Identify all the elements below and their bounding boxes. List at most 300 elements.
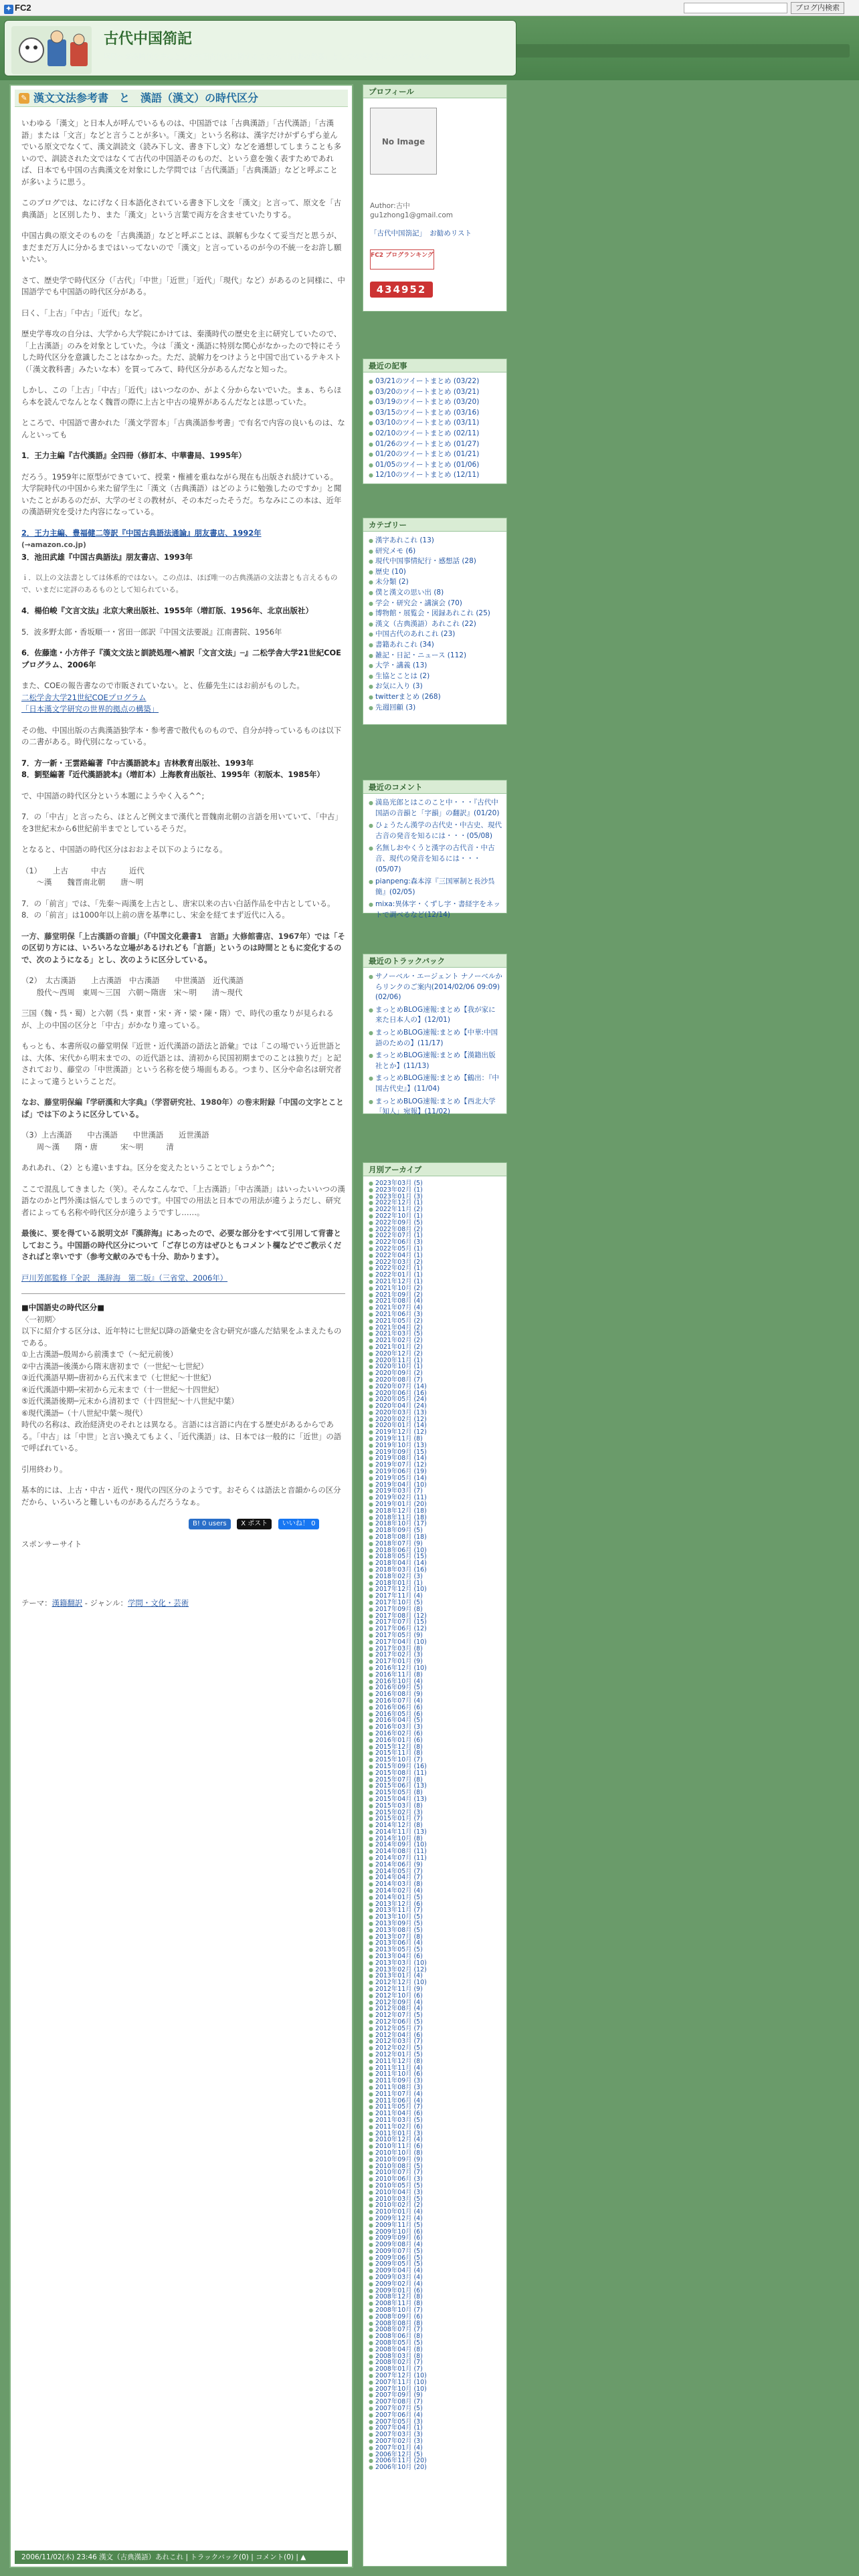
archive-month-link[interactable]: ● 2019年09月 (15) [369, 1449, 502, 1456]
share-buttons [189, 1517, 345, 1529]
archive-month-link[interactable]: ● 2013年01月 (4) [369, 1973, 502, 1979]
archive-month-link[interactable]: ● 2018年12月 (18) [369, 1508, 502, 1515]
archive-month-link[interactable]: ● 2012年10月 (6) [369, 1993, 502, 2000]
archive-month-link[interactable]: ● 2006年12月 (5) [369, 2452, 502, 2458]
recent-entry-link[interactable]: ● 01/26のツイートまとめ (01/27) [369, 439, 502, 450]
recent-comments-list [363, 794, 506, 927]
archive-month-link[interactable]: ● 2014年08月 (11) [369, 1848, 502, 1855]
archive-month-link[interactable]: ● 2015年09月 (16) [369, 1763, 502, 1770]
recent-entry-link[interactable]: ● 02/10のツイートまとめ (02/11) [369, 429, 502, 439]
archive-month-link[interactable]: ● 2007年07月 (5) [369, 2405, 502, 2412]
entry-paragraph: しかし、この「上古」「中古」「近代」はいつなのか、がよく分からないでいた。まぁ、ちらほら本を読んでなんとなく魏晋の際に上古と中古の境界があるんだなとは思っていた。 [21, 385, 342, 407]
recent-trackback-link[interactable]: ● まっとめBLOG速報:まとめ【鶴出：『中国古代史』】(11/04) [369, 1073, 502, 1094]
entry-paragraph: あれあれ、（2）とも違いますね。区分を変えたということでしょうか^^; [21, 1163, 275, 1172]
archive-month-link[interactable]: ● 2019年08月 (14) [369, 1455, 502, 1462]
period-list [21, 1302, 345, 1455]
category-link[interactable]: ● 書籍あれこれ (34) [369, 640, 502, 651]
archive-month-link[interactable]: ● 2013年06月 (4) [369, 1940, 502, 1947]
archive-month-link[interactable]: ● 2022年10月 (1) [369, 1213, 502, 1220]
recent-entry-link[interactable]: ● 03/15のツイートまとめ (03/16) [369, 408, 502, 419]
archive-month-link[interactable]: ● 2022年09月 (5) [369, 1220, 502, 1226]
archive-month-link[interactable]: ● 2020年12月 (2) [369, 1351, 502, 1358]
archive-month-link[interactable]: ● 2022年08月 (2) [369, 1226, 502, 1233]
archive-month-link[interactable]: ● 2017年09月 (8) [369, 1606, 502, 1613]
archive-month-link[interactable]: ● 2019年05月 (14) [369, 1475, 502, 1482]
archive-month-link[interactable]: ● 2014年11月 (13) [369, 1829, 502, 1836]
recent-entry-link[interactable]: ● 01/05のツイートまとめ (01/06) [369, 460, 502, 471]
archive-month-link[interactable]: ● 2011年08月 (3) [369, 2084, 502, 2091]
archive-month-link[interactable]: ● 2012年09月 (4) [369, 2000, 502, 2006]
archive-month-link[interactable]: ● 2007年11月 (10) [369, 2379, 502, 2386]
category-link[interactable]: ● 生協とことは (2) [369, 671, 502, 682]
archive-month-link[interactable]: ● 2013年11月 (7) [369, 1907, 502, 1914]
recent-comment-link[interactable]: ● 名無しおやくうと漢字の古代音・中古音、現代の発音を知るには・・・(05/07) [369, 843, 502, 875]
archive-month-link[interactable]: ● 2014年05月 (7) [369, 1868, 502, 1875]
recent-comments-box [363, 780, 507, 919]
entry-paragraph: ｉ．以上の文法書としては体系的ではない。この点は、ほぼ唯一の古典漢語の文法書とも言えるもので、いまだに定評のあるものとして知られている。 [21, 574, 338, 594]
archive-month-link[interactable]: ● 2011年09月 (3) [369, 2078, 502, 2084]
archive-month-link[interactable]: ● 2011年02月 (6) [369, 2124, 502, 2131]
archive-month-link[interactable]: ● 2015年10月 (7) [369, 1757, 502, 1763]
category-link[interactable]: ● 先週回顧 (3) [369, 703, 502, 714]
genre-link[interactable]: 学問・文化・芸術 [127, 1598, 189, 1608]
recent-entry-link[interactable]: ● 03/20のツイートまとめ (03/21) [369, 387, 502, 398]
category-link[interactable]: ● 漢文（古典漢語）あれこれ (22) [369, 619, 502, 630]
archive-month-link[interactable]: ● 2018年07月 (9) [369, 1541, 502, 1547]
archive-month-link[interactable]: ● 2019年04月 (10) [369, 1482, 502, 1489]
archive-month-link[interactable]: ● 2008年08月 (8) [369, 2321, 502, 2327]
archive-month-link[interactable]: ● 2008年04月 (8) [369, 2347, 502, 2353]
archive-month-link[interactable]: ● 2014年01月 (5) [369, 1895, 502, 1901]
archive-month-link[interactable]: ● 2008年06月 (8) [369, 2333, 502, 2340]
archive-month-link[interactable]: ● 2016年05月 (6) [369, 1711, 502, 1718]
category-link[interactable]: ● 雑記・日記・ニュース (112) [369, 651, 502, 661]
category-link[interactable]: ● 未分類 (2) [369, 577, 502, 588]
archive-month-link[interactable]: ● 2016年12月 (10) [369, 1665, 502, 1672]
archive-month-link[interactable]: ● 2013年02月 (12) [369, 1967, 502, 1973]
archive-month-link[interactable]: ● 2014年02月 (4) [369, 1888, 502, 1895]
archive-month-link[interactable]: ● 2016年02月 (6) [369, 1731, 502, 1737]
archive-month-link[interactable]: ● 2015年12月 (8) [369, 1744, 502, 1751]
entry-paragraph: ここで混乱してきました（笑）。そんなこんなで、「上古漢語」「中古漢語」はいったいいつの漢語なのかと門外漢は悩んでしまうのです。中国での用法と日本での用法が違うようだし、研究者によっても名称や時代区分が違うようですし……。 [21, 1184, 345, 1217]
archive-month-link[interactable]: ● 2015年01月 (7) [369, 1816, 502, 1822]
archive-month-link[interactable]: ● 2022年05月 (1) [369, 1246, 502, 1253]
fc2-logo[interactable]: ✦ FC2 [4, 3, 31, 14]
archive-month-link[interactable]: ● 2018年05月 (15) [369, 1553, 502, 1560]
recent-entries-list [363, 372, 506, 485]
archive-month-link[interactable]: ● 2021年09月 (2) [369, 1292, 502, 1299]
archive-month-link[interactable]: ● 2023年01月 (3) [369, 1194, 502, 1200]
fc2-toolbar [0, 0, 859, 16]
archive-month-link[interactable]: ● 2010年09月 (9) [369, 2157, 502, 2163]
archive-month-link[interactable]: ● 2014年07月 (11) [369, 1855, 502, 1862]
book-link[interactable]: 戸川芳郎監修『全訳 漢辞海 第二版』（三省堂、2006年） [21, 1273, 228, 1283]
archive-month-link[interactable]: ● 2012年02月 (5) [369, 2045, 502, 2052]
archive-month-link[interactable]: ● 2007年06月 (4) [369, 2412, 502, 2419]
archive-month-link[interactable]: ● 2012年05月 (7) [369, 2026, 502, 2032]
archive-month-link[interactable]: ● 2009年08月 (4) [369, 2242, 502, 2248]
amazon-note: (→amazon.co.jp) [21, 541, 86, 549]
archive-month-link[interactable]: ● 2011年01月 (3) [369, 2131, 502, 2137]
archive-month-link[interactable]: ● 2021年03月 (5) [369, 1331, 502, 1337]
archive-month-link[interactable]: ● 2020年08月 (7) [369, 1377, 502, 1384]
archive-month-link[interactable]: ● 2010年07月 (7) [369, 2169, 502, 2176]
archive-month-link[interactable]: ● 2011年10月 (6) [369, 2071, 502, 2078]
entry-paragraph: もっとも、本書所収の藤堂明保『近世・近代漢語の語法と語彙』では「この場でいう近世語とは、大体、宋代から明末までの、の近代語とは、清初から民国初期までのことは独りだ」と記されており、藤堂の「中世漢語」という名称を使う場面もある。つまり、区分や命名は研究者によって違うということだ。 [21, 1041, 342, 1086]
archive-month-link[interactable]: ● 2009年03月 (4) [369, 2274, 502, 2281]
categories-heading: カテゴリー [363, 518, 506, 532]
archive-month-link[interactable]: ● 2020年06月 (16) [369, 1390, 502, 1397]
archive-month-link[interactable]: ● 2019年06月 (19) [369, 1469, 502, 1475]
archive-month-link[interactable]: ● 2019年10月 (13) [369, 1442, 502, 1449]
archive-month-link[interactable]: ● 2007年02月 (3) [369, 2438, 502, 2445]
categories-list [363, 532, 506, 717]
archive-month-link[interactable]: ● 2009年12月 (4) [369, 2216, 502, 2222]
archive-month-link[interactable]: ● 2016年06月 (6) [369, 1705, 502, 1711]
category-link[interactable]: ● 僕と漢文の思い出 (8) [369, 588, 502, 599]
archive-month-link[interactable]: ● 2021年05月 (2) [369, 1318, 502, 1325]
archive-month-link[interactable]: ● 2021年10月 (2) [369, 1285, 502, 1292]
coe-link-2[interactable]: 「日本漢文学研究の世界的拠点の構築」 [21, 704, 159, 714]
archive-month-link[interactable]: ● 2019年03月 (7) [369, 1488, 502, 1495]
entry-paragraph: なお、藤堂明保編『学研漢和大字典』（学習研究社、1980年）の巻末附録「中国の文字とことば」では下のように区分している。 [21, 1097, 344, 1119]
archive-month-link[interactable]: ● 2010年01月 (4) [369, 2209, 502, 2216]
category-link[interactable]: ● 中国古代のあれこれ (23) [369, 629, 502, 640]
archive-month-link[interactable]: ● 2021年01月 (2) [369, 1344, 502, 1351]
archive-month-link[interactable]: ● 2019年01月 (20) [369, 1501, 502, 1508]
entry-paragraph: 一方、藤堂明保「上古漢語の音韻」（『中国文化叢書1 言語』大修館書店、1967年）では「その区切り方には、いろいろな立場があるけれども「言語」というのは時間とともに変化するので、次のようになる」とし、次のように区分している。 [21, 931, 345, 964]
archive-month-link[interactable]: ● 2013年05月 (5) [369, 1947, 502, 1953]
archives-heading: 月別アーカイブ [363, 1163, 506, 1176]
reference-item: 8．劉堅編著『近代漢語読本』（増訂本）上海教育出版社、1995年（初版本、1985年） [21, 770, 324, 779]
archive-month-link[interactable]: ● 2011年06月 (4) [369, 2098, 502, 2105]
fc2-logo-icon: ✦ [4, 5, 13, 14]
mascot-illustration-icon [11, 26, 92, 74]
recent-trackback-link[interactable]: ● サノーベル・エージェント ナノーベルからリンクのご案内(2014/02/06 09:09) (02/06) [369, 972, 502, 1003]
archive-month-link[interactable]: ● 2020年03月 (13) [369, 1410, 502, 1416]
archive-month-link[interactable]: ● 2009年05月 (5) [369, 2261, 502, 2268]
period-table-2: （2） 太古漢語 上古漢語 中古漢語 中世漢語 近代漢語 殷代〜西周 東周〜三国 六朝〜隋唐 宋〜明 清〜現代 [21, 976, 244, 997]
fc2-ranking-badge[interactable]: FC2 ブログランキング [370, 249, 434, 270]
archive-month-link[interactable]: ● 2010年02月 (2) [369, 2202, 502, 2209]
entry-title[interactable]: ✎ 漢文文法参考書 と 漢語（漢文）の時代区分 [15, 90, 348, 107]
coe-link[interactable]: 二松学舎大学21世紀COEプログラム [21, 692, 147, 702]
blog-title[interactable]: 古代中国箚記 [104, 30, 193, 47]
archive-month-link[interactable]: ● 2012年06月 (5) [369, 2019, 502, 2026]
archive-month-link[interactable]: ● 2010年05月 (5) [369, 2183, 502, 2189]
archive-month-link[interactable]: ● 2012年11月 (9) [369, 1986, 502, 1993]
archive-month-link[interactable]: ● 2016年09月 (5) [369, 1685, 502, 1691]
closing-text: 引用終わり。 [21, 1464, 68, 1474]
hatena-bookmark-button[interactable]: B! 0 users [189, 1519, 231, 1529]
archive-month-link[interactable]: ● 2022年06月 (3) [369, 1239, 502, 1246]
archive-month-link[interactable]: ● 2009年02月 (4) [369, 2281, 502, 2288]
recent-comment-link[interactable]: ● mixa:異体字・くずし字・書経字をネットで調べるなど(12/14) [369, 899, 502, 920]
archive-month-link[interactable]: ● 2013年08月 (5) [369, 1927, 502, 1934]
archive-month-link[interactable]: ● 2007年04月 (1) [369, 2425, 502, 2432]
recent-entry-link[interactable]: ● 03/21のツイートまとめ (03/22) [369, 377, 502, 387]
archive-month-link[interactable]: ● 2022年01月 (1) [369, 1272, 502, 1279]
archive-month-link[interactable]: ● 2009年10月 (6) [369, 2229, 502, 2236]
recent-trackback-link[interactable]: ● まっとめBLOG速報:まとめ【中華:中国語のための】(11/17) [369, 1028, 502, 1049]
recent-comment-link[interactable]: ● ひょうたん漢学の古代史・中古史、現代古音の発音を知るには・・・(05/08) [369, 821, 502, 841]
theme-genre [21, 1598, 345, 1610]
archive-month-link[interactable]: ● 2010年06月 (3) [369, 2176, 502, 2183]
archive-month-link[interactable]: ● 2020年10月 (1) [369, 1364, 502, 1370]
archive-month-link[interactable]: ● 2021年07月 (4) [369, 1305, 502, 1311]
archive-month-link[interactable]: ● 2020年07月 (14) [369, 1384, 502, 1390]
archive-month-link[interactable]: ● 2017年11月 (4) [369, 1593, 502, 1600]
archive-month-link[interactable]: ● 2016年04月 (5) [369, 1717, 502, 1724]
archive-month-link[interactable]: ● 2017年12月 (10) [369, 1586, 502, 1593]
author-email: gu1zhong1@gmail.com [370, 211, 454, 219]
profile-links[interactable]: 「古代中国箚記」 お勧めリスト [370, 229, 472, 237]
archive-month-link[interactable]: ● 2023年02月 (1) [369, 1187, 502, 1194]
archive-month-link[interactable]: ● 2011年05月 (7) [369, 2104, 502, 2111]
reference-item: 6．佐藤進・小方伴子『漢文文法と訓読処理へ補訳「文言文法」─』二松学舎大学21世紀COEプログラム、2006年 [21, 648, 341, 669]
sidebar [363, 84, 507, 2568]
archive-month-link[interactable]: ● 2008年11月 (8) [369, 2300, 502, 2307]
archive-month-link[interactable]: ● 2012年01月 (5) [369, 2052, 502, 2058]
archive-month-link[interactable]: ● 2008年09月 (6) [369, 2314, 502, 2321]
archive-month-link[interactable]: ● 2018年06月 (10) [369, 1547, 502, 1554]
period-list-item: ④近代漢語中期─宋初から元末まで（十一世紀〜十四世紀） [21, 1384, 223, 1394]
archive-month-link[interactable]: ● 2012年12月 (10) [369, 1979, 502, 1986]
archive-month-link[interactable]: ● 2013年10月 (5) [369, 1914, 502, 1921]
period-list-item: ①上古漢語─殷周から前漢まで（〜紀元前後） [21, 1350, 178, 1359]
archive-month-link[interactable]: ● 2017年04月 (10) [369, 1639, 502, 1646]
archive-month-link[interactable]: ● 2017年07月 (15) [369, 1619, 502, 1626]
archive-month-link[interactable]: ● 2010年10月 (8) [369, 2150, 502, 2157]
archive-month-link[interactable]: ● 2012年07月 (5) [369, 2012, 502, 2019]
recent-trackback-link[interactable]: ● まっとめBLOG速報:まとめ【漢籍出版社とか】(11/13) [369, 1051, 502, 1071]
recent-comment-link[interactable]: ● pianpeng:森本淳『三国軍制と長沙呉簡』(02/05) [369, 877, 502, 897]
archive-month-link[interactable]: ● 2015年11月 (8) [369, 1750, 502, 1757]
archive-month-link[interactable]: ● 2012年08月 (4) [369, 2006, 502, 2012]
archive-month-link[interactable]: ● 2016年10月 (4) [369, 1679, 502, 1685]
entry-footer-bar[interactable]: 2006/11/02(木) 23:46 漢文（古典漢語）あれこれ | トラックバック(0) | コメント(0) | ▲ [15, 2551, 348, 2564]
archive-month-link[interactable]: ● 2013年07月 (8) [369, 1934, 502, 1941]
theme-link[interactable]: 漢籍翻訳 [52, 1598, 83, 1608]
archive-month-link[interactable]: ● 2020年05月 (24) [369, 1396, 502, 1403]
archive-month-link[interactable]: ● 2022年02月 (1) [369, 1265, 502, 1272]
archive-month-link[interactable]: ● 2007年12月 (10) [369, 2373, 502, 2379]
archive-month-link[interactable]: ● 2017年06月 (12) [369, 1626, 502, 1632]
archive-month-link[interactable]: ● 2008年05月 (5) [369, 2340, 502, 2347]
archive-month-link[interactable]: ● 2014年10月 (8) [369, 1836, 502, 1842]
recent-trackback-link[interactable]: ● まっとめBLOG速報:まとめ【我が家に来た日本人の】(12/01) [369, 1005, 502, 1026]
category-link[interactable]: ● twitterまとめ (268) [369, 692, 502, 703]
category-link[interactable]: ● 歴史 (10) [369, 567, 502, 578]
archive-month-link[interactable]: ● 2019年12月 (12) [369, 1429, 502, 1436]
archive-month-link[interactable]: ● 2015年02月 (3) [369, 1810, 502, 1816]
archive-month-link[interactable]: ● 2011年12月 (8) [369, 2058, 502, 2065]
archive-month-link[interactable]: ● 2010年11月 (6) [369, 2143, 502, 2150]
recent-comment-link[interactable]: ● 満島光郎とはこのこと中・・・『古代中国語の音韻と「字韻」の翻訳』(01/20) [369, 798, 502, 819]
entry-paragraph: 7．の「中古」と言ったら、ほとんど例文まで漢代と晋魏南北朝の言語を用いていて、「中古」を3世紀末から6世紀前半までとしているそうだ。 [21, 812, 343, 833]
archive-month-link[interactable]: ● 2022年12月 (1) [369, 1200, 502, 1206]
archive-month-link[interactable]: ● 2009年06月 (5) [369, 2255, 502, 2262]
archive-month-link[interactable]: ● 2020年01月 (14) [369, 1422, 502, 1429]
archive-month-link[interactable]: ● 2023年03月 (5) [369, 1180, 502, 1187]
archive-month-link[interactable]: ● 2006年10月 (20) [369, 2464, 502, 2471]
archive-month-link[interactable]: ● 2016年07月 (4) [369, 1698, 502, 1705]
archive-month-link[interactable]: ● 2016年11月 (8) [369, 1672, 502, 1679]
archive-month-link[interactable]: ● 2010年08月 (5) [369, 2163, 502, 2170]
category-link[interactable]: ● 現代中国事情紀行・感想話 (28) [369, 556, 502, 567]
category-link[interactable]: ● お気に入り (3) [369, 681, 502, 692]
blog-search-button[interactable]: ブログ内検索 [791, 2, 844, 14]
entry-paragraph: となると、中国語の時代区分はおおよそ以下のようになる。 [21, 845, 227, 854]
archive-month-link[interactable]: ● 2007年03月 (3) [369, 2432, 502, 2438]
archive-month-link[interactable]: ● 2008年01月 (7) [369, 2366, 502, 2373]
archive-month-link[interactable]: ● 2012年04月 (6) [369, 2032, 502, 2039]
archive-month-link[interactable]: ● 2015年06月 (13) [369, 1783, 502, 1790]
archive-month-link[interactable]: ● 2022年07月 (1) [369, 1232, 502, 1239]
archive-month-link[interactable]: ● 2009年11月 (5) [369, 2222, 502, 2229]
archive-month-link[interactable]: ● 2019年11月 (8) [369, 1436, 502, 1442]
archive-month-link[interactable]: ● 2008年02月 (7) [369, 2359, 502, 2366]
archive-month-link[interactable]: ● 2011年07月 (4) [369, 2091, 502, 2098]
recent-entries-heading: 最近の記事 [363, 359, 506, 372]
archive-month-link[interactable]: ● 2020年11月 (1) [369, 1358, 502, 1364]
reference-item: 4．楊伯峻『文言文法』北京大衆出版社、1955年（増訂版、1956年、北京出版社） [21, 606, 313, 615]
archive-month-link[interactable]: ● 2008年03月 (8) [369, 2353, 502, 2360]
archive-month-link[interactable]: ● 2010年03月 (5) [369, 2196, 502, 2203]
recent-entry-link[interactable]: ● 03/10のツイートまとめ (03/11) [369, 418, 502, 429]
archive-month-link[interactable]: ● 2022年11月 (2) [369, 1206, 502, 1213]
archive-month-link[interactable]: ● 2018年09月 (5) [369, 1527, 502, 1534]
archive-month-link[interactable]: ● 2007年10月 (10) [369, 2386, 502, 2393]
category-link[interactable]: ● 漢字あれこれ (13) [369, 536, 502, 546]
archive-month-link[interactable]: ● 2022年04月 (1) [369, 1253, 502, 1259]
archive-month-link[interactable]: ● 2018年08月 (18) [369, 1534, 502, 1541]
header-banner [4, 20, 516, 76]
archive-month-link[interactable]: ● 2020年02月 (12) [369, 1416, 502, 1423]
archive-month-link[interactable]: ● 2007年01月 (4) [369, 2445, 502, 2452]
blog-header [0, 16, 859, 80]
archive-month-link[interactable]: ● 2020年04月 (24) [369, 1403, 502, 1410]
archive-month-link[interactable]: ● 2015年07月 (8) [369, 1777, 502, 1784]
main-content [9, 84, 353, 2568]
archive-month-link[interactable]: ● 2015年03月 (8) [369, 1803, 502, 1810]
archive-month-link[interactable]: ● 2009年01月 (6) [369, 2288, 502, 2294]
archive-month-link[interactable]: ● 2008年10月 (7) [369, 2307, 502, 2314]
entry-paragraph: いわゆる「漢文」と日本人が呼んでいるものは、中国語では「古典漢語」「古代漢語」「古漢語」または「文言」などと言うことが多い。「漢文」という名称は、漢字だけがずらずら並んでいる原文でなくて、漢文訓読文（読み下し文、書き下し文）などを通想してしまうことも多いので、訓読された文ではなくて古代の中国語そのものだ、という意を強く表すためであれば、日本でも中国の古典漢文を対象にした学問では「古代漢語」「古典漢語」などと呼ぶことが多いように思う。 [21, 118, 342, 187]
archive-month-link[interactable]: ● 2017年02月 (3) [369, 1652, 502, 1658]
archive-month-link[interactable]: ● 2014年12月 (8) [369, 1822, 502, 1829]
facebook-like-button[interactable]: いいね！ 0 [278, 1519, 320, 1529]
archive-month-link[interactable]: ● 2018年04月 (14) [369, 1560, 502, 1567]
archive-month-link[interactable]: ● 2016年08月 (9) [369, 1691, 502, 1698]
archive-month-link[interactable]: ● 2011年11月 (4) [369, 2065, 502, 2072]
entry-paragraph: また、COEの報告書なので市販されていない。と、佐藤先生にはお前がものした。 [21, 681, 304, 690]
archive-month-link[interactable]: ● 2021年12月 (1) [369, 1279, 502, 1285]
archive-month-link[interactable]: ● 2021年08月 (4) [369, 1298, 502, 1305]
archive-month-link[interactable]: ● 2013年03月 (10) [369, 1960, 502, 1967]
archive-month-link[interactable]: ● 2018年02月 (3) [369, 1574, 502, 1580]
category-link[interactable]: ● 学会・研究会・講演会 (70) [369, 599, 502, 609]
archive-month-link[interactable]: ● 2011年04月 (6) [369, 2111, 502, 2117]
archive-month-link[interactable]: ● 2015年04月 (13) [369, 1796, 502, 1803]
archive-month-link[interactable]: ● 2015年08月 (11) [369, 1770, 502, 1777]
archive-month-link[interactable]: ● 2009年04月 (4) [369, 2268, 502, 2274]
archive-month-link[interactable]: ● 2009年09月 (6) [369, 2235, 502, 2242]
entry-paragraph: 7．の「前言」では、「先秦〜両漢を上古とし、唐宋以来の古い白話作品を中古としている。8．の「前言」は1000年以上前の唐を基準にし、宋金を経てまず近代に入る。 [21, 898, 335, 920]
archive-month-link[interactable]: ● 2014年03月 (8) [369, 1881, 502, 1888]
recent-entry-link[interactable]: ● 12/10のツイートまとめ (12/11) [369, 470, 502, 481]
archive-month-link[interactable]: ● 2018年10月 (17) [369, 1521, 502, 1527]
category-link[interactable]: ● 博物館・展覧会・図録あれこれ (25) [369, 609, 502, 619]
category-link[interactable]: ● 大学・講義 (13) [369, 661, 502, 671]
archive-month-link[interactable]: ● 2016年01月 (6) [369, 1737, 502, 1744]
archive-month-link[interactable]: ● 2017年08月 (12) [369, 1613, 502, 1620]
recent-entry-link[interactable]: ● 01/20のツイートまとめ (01/21) [369, 449, 502, 460]
archive-month-link[interactable]: ● 2007年08月 (7) [369, 2399, 502, 2405]
archive-month-link[interactable]: ● 2014年04月 (7) [369, 1874, 502, 1881]
blog-search-input[interactable] [684, 3, 787, 13]
archive-month-link[interactable]: ● 2017年10月 (5) [369, 1600, 502, 1606]
recent-trackback-link[interactable]: ● まっとめBLOG速報:まとめ【西北大学「知人」宛報】(11/02) [369, 1097, 502, 1117]
entry-body [21, 118, 345, 1618]
entry-paragraph: 三国（魏・呉・蜀）と六朝（呉・東晋・宋・斉・梁・陳・隋）で、時代の重なりが見られるが、上の中国の区分と「中古」がかなり違っている。 [21, 1008, 334, 1030]
archive-month-link[interactable]: ● 2018年01月 (1) [369, 1580, 502, 1587]
archive-month-link[interactable]: ● 2012年03月 (7) [369, 2038, 502, 2045]
author-info [370, 201, 453, 220]
archive-month-link[interactable]: ● 2007年05月 (3) [369, 2419, 502, 2426]
archive-month-link[interactable]: ● 2016年03月 (3) [369, 1724, 502, 1731]
reference-link[interactable]: 2．王力主編、豊福健二等訳『中国古典語法通論』朋友書店、1992年 [21, 528, 262, 538]
profile-heading: プロフィール [363, 85, 506, 98]
archive-month-link[interactable]: ● 2015年05月 (8) [369, 1790, 502, 1796]
sponsor-label: スポンサーサイト [21, 1539, 82, 1549]
archive-month-link[interactable]: ● 2017年01月 (9) [369, 1658, 502, 1665]
archive-month-link[interactable]: ● 2007年09月 (9) [369, 2392, 502, 2399]
archive-month-link[interactable]: ● 2017年05月 (9) [369, 1632, 502, 1639]
archive-month-link[interactable]: ● 2010年04月 (3) [369, 2189, 502, 2196]
visitor-counter: 434952 [370, 282, 433, 298]
archive-month-link[interactable]: ● 2022年03月 (2) [369, 1259, 502, 1266]
entry-paragraph: 歴史学専攻の自分は、大学から大学院にかけては、秦漢時代の歴史を主に研究していたので、「上古漢語」のみを対象としていた。今は「漢文・漢語に特別な関心がなかったので特にそうした時代区分を意識したことはなかった。ただ、読解力をつけようと中国で出ているテキスト（「漢文教科書」みたいな本）を買ってみて、時代区分があるんだなと知った。 [21, 329, 342, 374]
archive-month-link[interactable]: ● 2013年04月 (6) [369, 1953, 502, 1960]
archive-month-link[interactable]: ● 2021年04月 (2) [369, 1325, 502, 1331]
archive-month-link[interactable]: ● 2021年02月 (2) [369, 1337, 502, 1344]
archive-month-link[interactable]: ● 2009年07月 (5) [369, 2248, 502, 2255]
archive-month-link[interactable]: ● 2019年02月 (11) [369, 1495, 502, 1501]
archive-month-link[interactable]: ● 2019年07月 (12) [369, 1462, 502, 1469]
archive-month-link[interactable]: ● 2010年12月 (4) [369, 2137, 502, 2143]
x-post-button[interactable]: X ポスト [237, 1519, 272, 1529]
entry-paragraph: その他、中国出版の古典漢語独学本・参考書で散代ものもので、自分が持っているものは以下の二書がある。時代別になっている。 [21, 725, 342, 746]
archive-month-link[interactable]: ● 2014年09月 (10) [369, 1842, 502, 1848]
archive-month-link[interactable]: ● 2020年09月 (2) [369, 1370, 502, 1377]
reference-item: 5．波多野太郎・香坂順一・宮田一郎訳『中国文法要説』江南書院、1956年 [21, 627, 282, 637]
archive-month-link[interactable]: ● 2018年11月 (18) [369, 1515, 502, 1521]
archive-month-link[interactable]: ● 2013年09月 (5) [369, 1921, 502, 1927]
recent-entry-link[interactable]: ● 03/19のツイートまとめ (03/20) [369, 397, 502, 408]
archive-month-link[interactable]: ● 2018年03月 (16) [369, 1567, 502, 1574]
archive-month-link[interactable]: ● 2014年06月 (9) [369, 1862, 502, 1868]
reference-block-2 [21, 758, 345, 781]
archive-month-link[interactable]: ● 2008年12月 (8) [369, 2294, 502, 2300]
archive-month-link[interactable]: ● 2017年03月 (8) [369, 1646, 502, 1652]
archive-month-link[interactable]: ● 2021年06月 (3) [369, 1311, 502, 1318]
archive-month-link[interactable]: ● 2013年12月 (6) [369, 1901, 502, 1908]
category-link[interactable]: ● 研究メモ (6) [369, 546, 502, 557]
archive-month-link[interactable]: ● 2006年11月 (20) [369, 2458, 502, 2464]
archive-month-link[interactable]: ● 2008年07月 (7) [369, 2327, 502, 2333]
archive-month-link[interactable]: ● 2011年03月 (5) [369, 2117, 502, 2124]
